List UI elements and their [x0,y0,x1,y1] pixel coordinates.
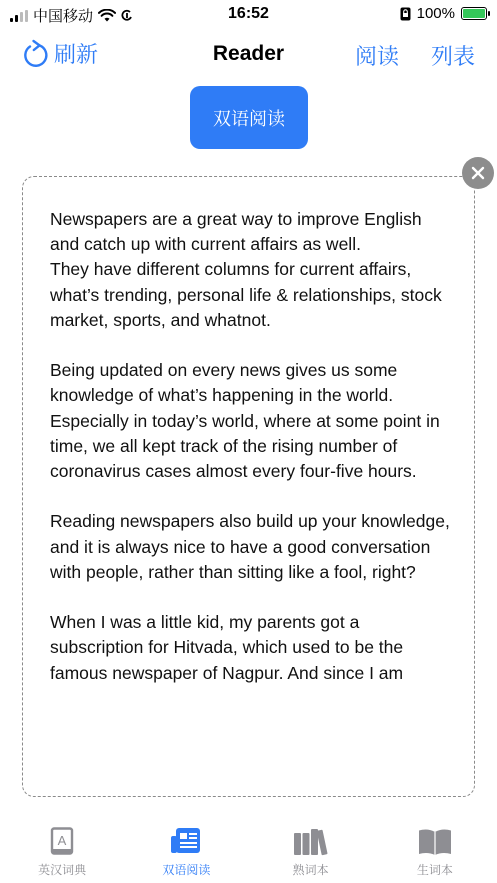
tab-familiar-words[interactable] [249,818,373,883]
nav-actions [355,40,475,71]
tab-familiar-words-label: 熟词本 [292,863,329,877]
read-button[interactable]: 阅读 [354,44,399,69]
dictionary-icon [49,827,75,857]
open-book-icon [417,827,453,857]
refresh-label: 刷新 [54,42,99,67]
tab-dictionary-label: 英汉词典 [38,863,87,877]
close-button[interactable] [462,157,494,189]
page-title: Reader [212,42,285,65]
article-text: Newspapers are a great way to improve English and catch up with current affairs as well. They have different columns for current affairs, what’s trending, personal life & relationships, stock market, sports, and whatnot. Being updated on every news gives us some knowledge of what’s happening in the world. Especially in today’s world, where at some point in time, we all kept track of the rising number of coronavirus cases almost every four-five hours. Reading newspapers also build up your knowledge, and it is always nice to have a good conversation with people, rather than sitting like a fool, right? When I was a little kid, my parents got a subscription for Hitvada, which used to be the famous newspaper of Nagpur. And since I am [50,209,450,683]
status-bar [0,0,497,30]
tab-new-words[interactable] [373,818,497,883]
battery-percent: 100% [416,5,455,22]
bilingual-reading-button[interactable]: 双语阅读 [190,86,308,149]
tab-new-words-label: 生词本 [416,863,453,877]
newspaper-icon [170,827,202,857]
lock-rotation-icon [400,7,411,21]
battery-icon [461,7,487,20]
tab-dictionary[interactable] [0,818,124,883]
close-icon [471,166,485,180]
clock: 16:52 [228,5,269,22]
reader-content-box[interactable] [22,176,475,797]
navigation-bar [0,36,497,76]
list-button[interactable]: 列表 [430,44,475,69]
tab-bilingual-reading[interactable] [124,818,248,883]
status-right [400,5,487,22]
books-icon [293,827,329,857]
tab-bar [0,818,497,883]
svg-text:A: A [57,833,67,848]
tab-bilingual-reading-label: 双语阅读 [162,863,211,877]
carrier-label: 中国移动 [33,8,94,25]
